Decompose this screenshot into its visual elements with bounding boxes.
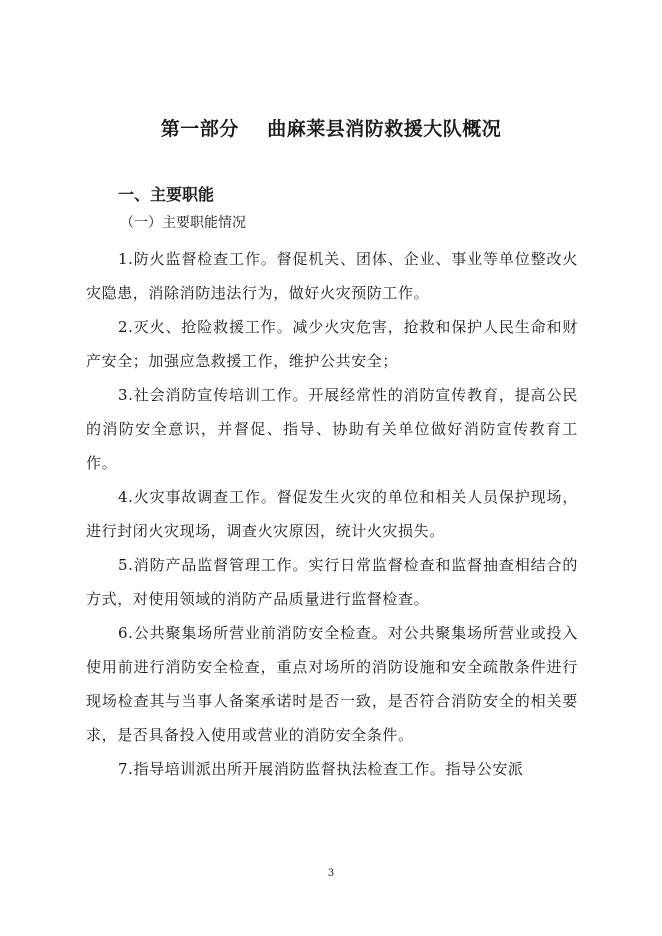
- duty-paragraph-7: 7.指导培训派出所开展消防监督执法检查工作。指导公安派: [118, 760, 524, 778]
- subsection-heading: （一）主要职能情况: [120, 215, 246, 231]
- duty-paragraph-3: 3.社会消防宣传培训工作。开展经常性的消防宣传教育，提高公民的消防安全意识，并督促、指导、协助有关单位做好消防宣传教育工作。: [86, 386, 578, 472]
- duty-paragraph-4: 4.火灾事故调查工作。督促发生火灾的单位和相关人员保护现场，进行封闭火灾现场，调查火灾原因，统计火灾损失。: [86, 488, 578, 540]
- duty-paragraph-6: 6.公共聚集场所营业前消防安全检查。对公共聚集场所营业或投入使用前进行消防安全检查，重点对场所的消防设施和安全疏散条件进行现场检查其与当事人备案承诺时是否一致，是否符合消防安全的相关要求，是否具备投入使用或营业的消防安全条件。: [86, 624, 578, 744]
- section-heading: 一、主要职能: [118, 185, 215, 204]
- duty-paragraph-2: 2.灭火、抢险救援工作。减少火灾危害，抢救和保护人民生命和财产安全；加强应急救援工作，维护公共安全；: [86, 318, 578, 370]
- page-title: 第一部分 曲麻莱县消防救援大队概况: [160, 118, 502, 140]
- document-body: [86, 242, 578, 786]
- duty-paragraph-1: 1.防火监督检查工作。督促机关、团体、企业、事业等单位整改火灾隐患，消除消防违法行为，做好火灾预防工作。: [86, 250, 578, 302]
- page-number: 3: [327, 868, 335, 879]
- duty-paragraph-5: 5.消防产品监督管理工作。实行日常监督检查和监督抽查相结合的方式，对使用领域的消防产品质量进行监督检查。: [86, 556, 578, 608]
